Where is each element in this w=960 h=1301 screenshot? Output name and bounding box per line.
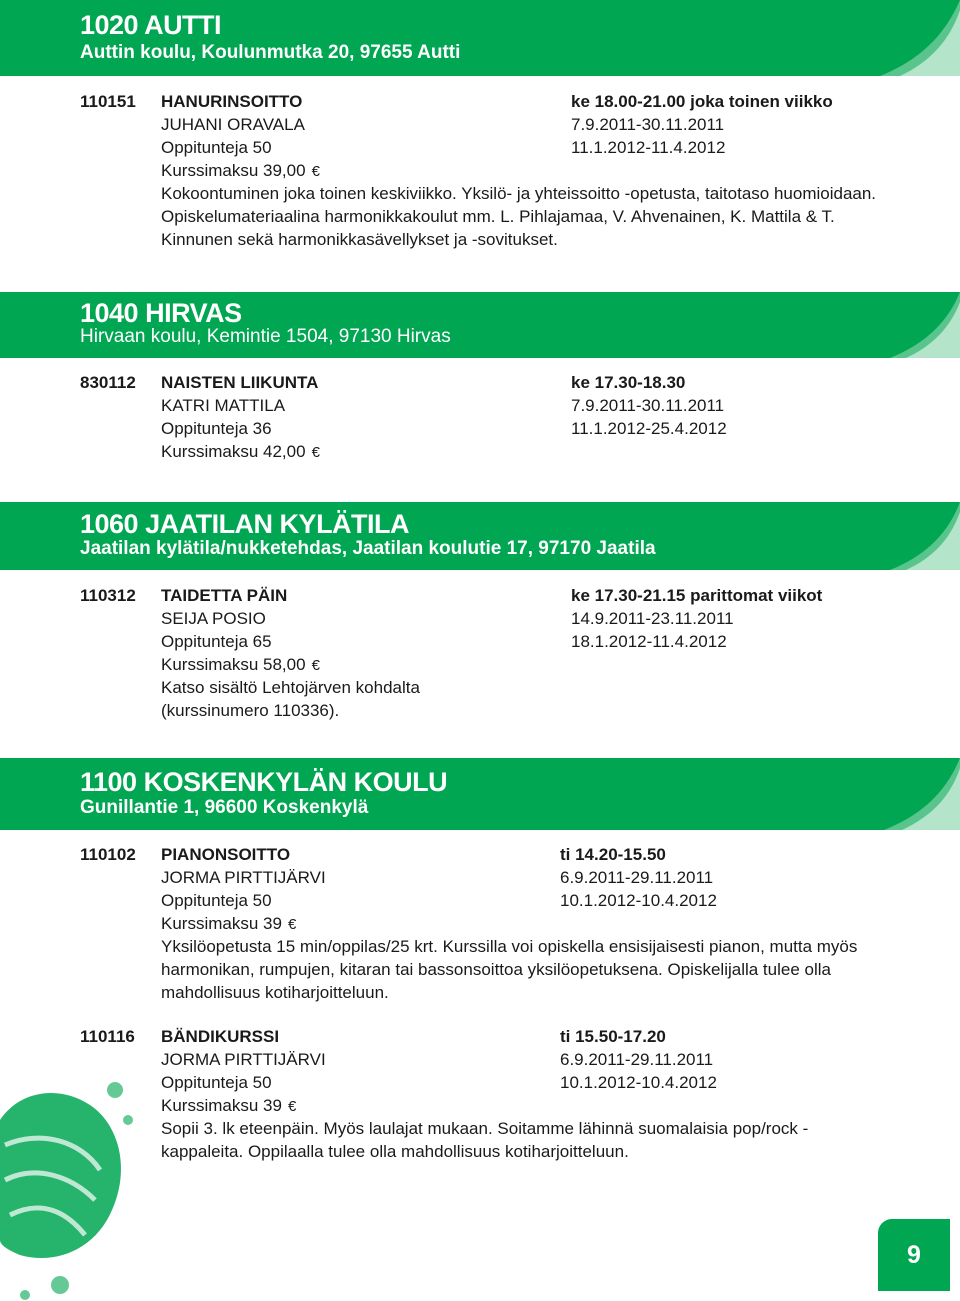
green-brush-splash-decoration [0, 1050, 135, 1301]
course-lessons: Oppitunteja 50 [161, 1073, 272, 1092]
banner-swoosh-decoration [860, 292, 960, 358]
course-teacher: JORMA PIRTTIJÄRVI [161, 868, 326, 887]
course-teacher: KATRI MATTILA [161, 396, 286, 415]
section-banner-jaatila [0, 502, 960, 570]
course-lessons: Oppitunteja 50 [161, 138, 272, 157]
course-code: 110116 [80, 1027, 135, 1046]
course-dates-spring: 18.1.2012-11.4.2012 [571, 632, 727, 651]
course-name: NAISTEN LIIKUNTA [161, 373, 319, 392]
course-830112 [80, 371, 880, 463]
course-dates-autumn: 7.9.2011-30.11.2011 [571, 396, 725, 415]
course-code: 110102 [80, 845, 136, 864]
course-description: Kokoontuminen joka toinen keskiviikko. Yksilö- ja yhteissoitto -opetusta, taitotaso huomioidaan. Opiskelumateriaalina harmonikkakoulut mm. L. Pihlajamaa, V. Ahvenainen, K. Mattila & T. Kinnunen sekä harmonikkasävellykset ja -sovitukset. [161, 184, 877, 249]
euro-icon: € [287, 916, 297, 933]
course-lessons: Oppitunteja 50 [161, 891, 272, 910]
course-description: Katso sisältö Lehtojärven kohdalta (kurssinumero 110336). [161, 678, 420, 720]
banner-swoosh-decoration [854, 758, 960, 830]
course-schedule: ke 17.30-21.15 parittomat viikot [571, 586, 823, 605]
course-teacher: SEIJA POSIO [161, 609, 266, 628]
section-title: 1100 KOSKENKYLÄN KOULU [80, 767, 448, 797]
course-code: 110312 [80, 586, 136, 605]
euro-icon: € [287, 1098, 297, 1115]
section-address: Hirvaan koulu, Kemintie 1504, 97130 Hirvas [80, 326, 451, 347]
section-address: Jaatilan kylätila/nukketehdas, Jaatilan koulutie 17, 97170 Jaatila [80, 538, 656, 559]
page-number: 9 [878, 1219, 950, 1291]
course-dates-autumn: 7.9.2011-30.11.2011 [571, 115, 725, 134]
course-name: PIANONSOITTO [161, 845, 291, 864]
section-address: Gunillantie 1, 96600 Koskenkylä [80, 797, 369, 818]
course-schedule: ti 15.50-17.20 [560, 1027, 666, 1046]
course-lessons: Oppitunteja 65 [161, 632, 272, 651]
section-banner-koskenkyla [0, 758, 960, 830]
course-description: Yksilöopetusta 15 min/oppilas/25 krt. Kurssilla voi opiskella ensisijaisesti pianon, mutta myös harmonikan, rumpujen, kitaran tai bassonsoittoa yksilöopetuksena. Opiskelijalla tulee olla mahdollisuus kotiharjoitteluun. [161, 937, 858, 1002]
course-fee: Kurssimaksu 58,00 € [161, 655, 320, 674]
section-title: 1040 HIRVAS [80, 298, 242, 328]
euro-icon: € [311, 444, 320, 461]
section-address: Auttin koulu, Koulunmutka 20, 97655 Autti [80, 42, 461, 63]
course-110116 [80, 1025, 880, 1163]
euro-icon: € [311, 657, 320, 674]
banner-swoosh-decoration [850, 0, 960, 76]
course-fee: Kurssimaksu 39 € [161, 914, 297, 933]
section-banner-autti [0, 0, 960, 76]
course-schedule: ke 18.00-21.00 joka toinen viikko [571, 92, 833, 111]
course-dates-autumn: 6.9.2011-29.11.2011 [560, 868, 714, 887]
section-title: 1060 JAATILAN KYLÄTILA [80, 509, 410, 539]
section-banner-hirvas [0, 292, 960, 358]
course-name: HANURINSOITTO [161, 92, 303, 111]
course-description: Sopii 3. lk eteenpäin. Myös laulajat mukaan. Soitamme lähinnä suomalaisia pop/rock -kappaleita. Oppilaalla tulee olla mahdollisuus kotiharjoitteluun. [161, 1119, 809, 1161]
section-title: 1020 AUTTI [80, 10, 222, 40]
course-teacher: JORMA PIRTTIJÄRVI [161, 1050, 326, 1069]
course-teacher: JUHANI ORAVALA [161, 115, 305, 134]
course-dates-spring: 10.1.2012-10.4.2012 [560, 891, 717, 910]
course-schedule: ke 17.30-18.30 [571, 373, 686, 392]
course-schedule: ti 14.20-15.50 [560, 845, 666, 864]
course-lessons: Oppitunteja 36 [161, 419, 272, 438]
course-name: TAIDETTA PÄIN [161, 586, 288, 605]
course-fee: Kurssimaksu 42,00 € [161, 442, 320, 461]
course-fee: Kurssimaksu 39 € [161, 1096, 297, 1115]
course-110151 [80, 90, 880, 251]
course-dates-autumn: 14.9.2011-23.11.2011 [571, 609, 734, 628]
course-dates-spring: 11.1.2012-25.4.2012 [571, 419, 727, 438]
course-dates-autumn: 6.9.2011-29.11.2011 [560, 1050, 714, 1069]
course-name: BÄNDIKURSSI [161, 1027, 280, 1046]
course-fee: Kurssimaksu 39,00 € [161, 161, 320, 180]
course-110312 [80, 584, 880, 722]
course-code: 110151 [80, 92, 136, 111]
course-code: 830112 [80, 373, 136, 392]
course-110102 [80, 843, 880, 1004]
course-dates-spring: 10.1.2012-10.4.2012 [560, 1073, 717, 1092]
euro-icon: € [311, 163, 320, 180]
banner-swoosh-decoration [860, 502, 960, 570]
course-dates-spring: 11.1.2012-11.4.2012 [571, 138, 726, 157]
